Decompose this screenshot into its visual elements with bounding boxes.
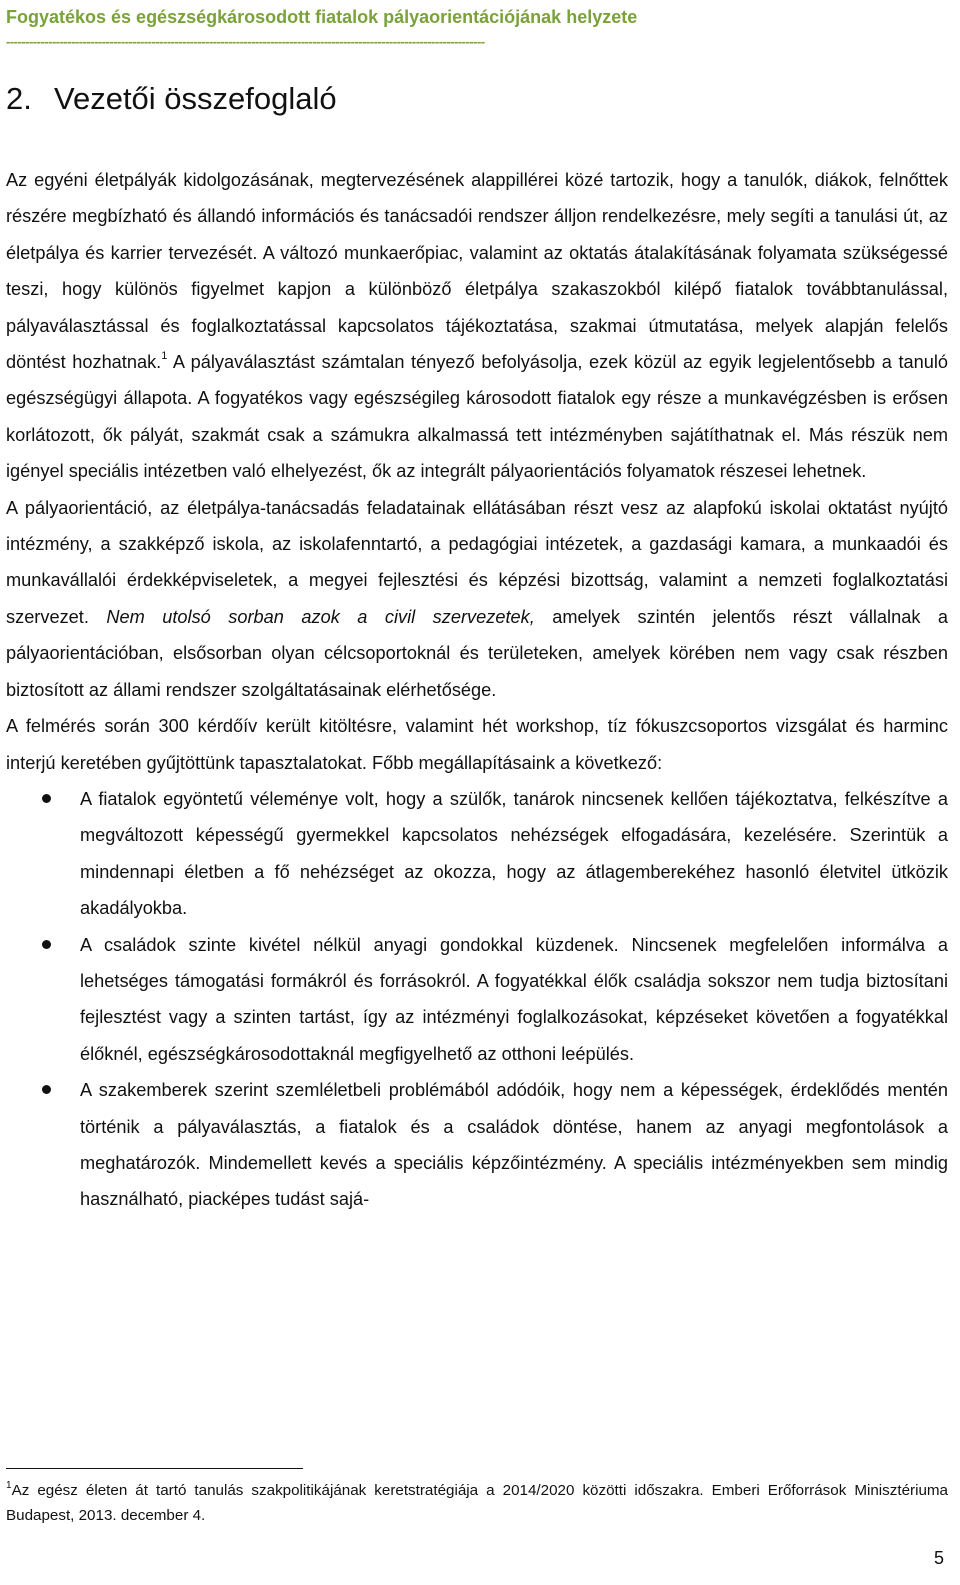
paragraph-survey: A felmérés során 300 kérdőív került kitöltésre, valamint hét workshop, tíz fókuszcsoportos vizsgálat és harminc interjú keretében gyűjtöttünk tapasztalatokat. Főbb megállapításaink a következő: [6, 716, 948, 773]
paragraph-intro [6, 162, 948, 490]
footnote-text: Az egész életen át tartó tanulás szakpolitikájának keretstratégiája a 2014/2020 közötti időszakra. Emberi Erőforrások Minisztériuma Budapest, 2013. december 4. [6, 1482, 948, 1524]
bullet-icon [42, 1085, 51, 1094]
bullet-icon [42, 940, 51, 949]
findings-list [6, 781, 948, 1218]
paragraph-stakeholders-text-a: A pályaorientáció, az életpálya-tanácsadás feladatainak ellátásában részt vesz az alapfokú iskolai oktatást nyújtó intézmény, a szakképző iskola, az iskolafenntartó, a pedagógiai intézetek, a gazdasági kamara, a munkaadói és munkavállalói érdekképviseletek, a megyei fejlesztési és képzési bizottság, valamint a nemzeti foglalkoztatási szervezet. [6, 497, 948, 627]
bullet-icon [42, 794, 51, 803]
paragraph-intro-text-a: Az egyéni életpályák kidolgozásának, megtervezésének alappillérei közé tartozik, hogy a tanulók, diákok, felnőttek részére megbízható és állandó információs és tanácsadói rendszer álljon rendelkezésre, mely segíti a tanulási út, az életpálya és karrier tervezését. A változó munkaerőpiac, valamint az oktatás átalakításának folyamata szükségessé teszi, hogy különös figyelmet kapjon a különböző életpálya szakaszokból kilépő fiatalok továbbtanulással, pályaválasztással és foglalkoztatással kapcsolatos tájékoztatása, szakmai útmutatása, melyek alapján felelős döntést hozhatnak. [6, 170, 948, 373]
paragraph-stakeholders-text-b: amelyek szintén jelentős részt vállalnak a pályaorientációban, elsősorban olyan célcsoportoknál és területeken, amelyek körében nem vagy csak részben biztosított az állami rendszer szolgáltatásainak elérhetősége. [6, 606, 949, 700]
section-number: 2. [6, 81, 32, 116]
list-item [6, 1072, 948, 1218]
list-item [6, 927, 948, 1073]
section-title: Vezetői összefoglaló [54, 81, 337, 116]
footnote-marker: 1 [6, 1480, 12, 1491]
page-number: 5 [933, 1548, 944, 1568]
list-item-text: A fiatalok egyöntetű véleménye volt, hogy a szülők, tanárok nincsenek kellően tájékoztatva, felkészítve a megváltozott képességű gyermekkel kapcsolatos nehézségek elfogadására, kezelésére. Szerintük a mindennapi életben a fő nehézséget az okozza, hogy az átlagemberekéhez hasonló életvitel ütközik akadályokba. [80, 788, 948, 919]
body-text [6, 162, 948, 1218]
list-item-text: A szakemberek szerint szemléletbeli problémából adódóik, hogy nem a képességek, érdeklődés mentén történik a pályaválasztás, a fiatalok és a családok döntése, hanem az anyagi megfontolások a meghatározók. Mindemellett kevés a speciális képzőintézmény. A speciális intézményekben sem mindig használható, piacképes tudást sajá- [80, 1080, 948, 1210]
list-item-text: A családok szinte kivétel nélkül anyagi gondokkal küzdenek. Nincsenek megfelelően informálva a lehetséges támogatási formákról és forrásokról. A fogyatékkal élők családja sokszor nem tudja biztosítani fejlesztést vagy a szinten tartást, így az intézményi foglalkozásokat, képzéseket követően a fogyatékkal élőknél, egészségkárosodottaknál megfigyelhető az otthoni leépülés. [80, 934, 948, 1064]
paragraph-stakeholders [6, 490, 948, 708]
header-dashed-rule: ----------------------------------------------------------------------------------------------------------------------------- [6, 34, 485, 49]
paragraph-intro-text-b: A pályaválasztást számtalan tényező befolyásolja, ezek közül az egyik legjelentősebb a tanuló egészségügyi állapota. A fogyatékos vagy egészségileg károsodott fiatalok egy része a munkavégzésben is erősen korlátozott, ők pályát, szakmát csak a számukra alkalmassá tett intézményben sajátíthatnak el. Más részük nem igényel speciális intézetben való elhelyezést, ők az integrált pályaorientációs folyamatok részesei lehetnek. [6, 352, 948, 482]
footnote-reference[interactable]: 1 [161, 350, 168, 363]
running-header: Fogyatékos és egészségkárosodott fiatalok pályaorientációjának helyzete [6, 7, 638, 27]
footnote-separator [6, 1468, 303, 1469]
list-item [6, 781, 948, 927]
paragraph-stakeholders-italic: Nem utolsó sorban azok a civil szervezetek, [106, 606, 535, 627]
footnote [6, 1478, 948, 1528]
section-heading [6, 76, 337, 122]
